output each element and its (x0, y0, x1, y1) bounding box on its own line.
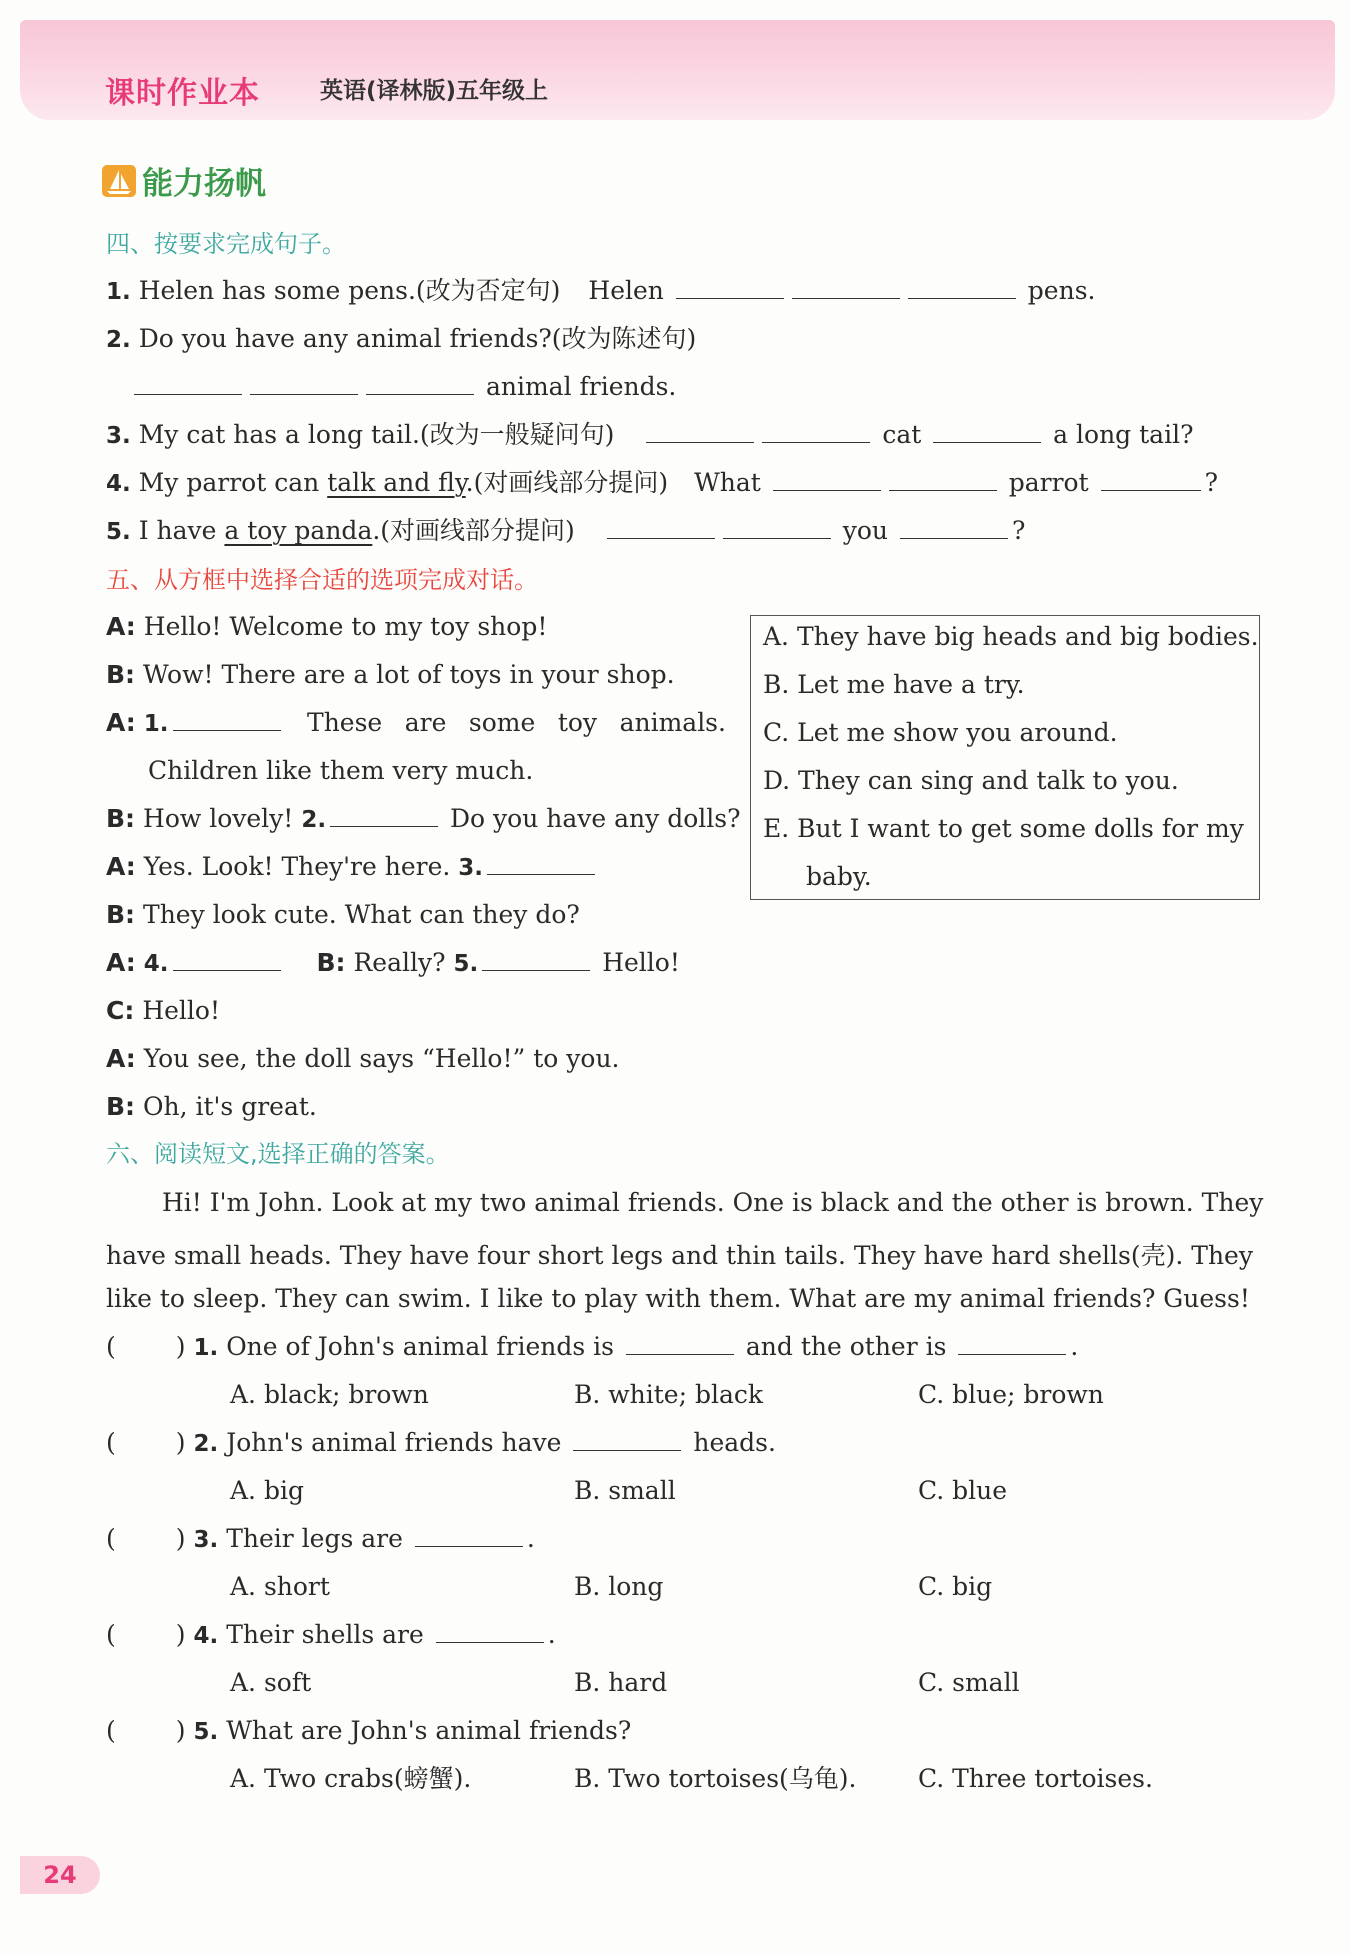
q-number: 1. (106, 279, 131, 305)
mc-option[interactable]: A. soft (230, 1668, 312, 1697)
answer-blank[interactable] (792, 276, 900, 299)
option-item: E. But I want to get some dolls for my (763, 814, 1244, 843)
mc-question (106, 1428, 776, 1459)
answer-blank[interactable] (482, 948, 590, 971)
part4-heading: 四、按要求完成句子。 (106, 230, 346, 258)
q-number: 2. (301, 807, 327, 833)
answer-blank[interactable] (889, 468, 997, 491)
underlined-phrase: a toy panda (224, 516, 373, 545)
dialogue-line (106, 804, 741, 835)
q-number: 4. (193, 1623, 219, 1649)
answer-blank[interactable] (908, 276, 1016, 299)
mc-option[interactable]: B. small (574, 1476, 676, 1505)
mc-option[interactable]: A. big (230, 1476, 304, 1505)
answer-paren: ) (175, 1716, 186, 1745)
word: are (404, 708, 447, 737)
q-instruction: .(对画线部分提问) (465, 468, 669, 497)
mc-question (106, 1620, 556, 1651)
line-text: You see, the doll says “Hello!” to you. (143, 1044, 620, 1073)
line-text: Hello! (142, 996, 220, 1025)
q-number: 5. (106, 519, 131, 545)
line-text: Yes. Look! They're here. (143, 852, 451, 881)
underlined-phrase: talk and fly (327, 468, 466, 497)
answer-paren[interactable]: ( (106, 1428, 116, 1457)
passage-line: like to sleep. They can swim. I like to play with them. What are my animal friends? Guess! (106, 1284, 1250, 1313)
answer-blank[interactable] (762, 420, 870, 443)
q-text: Helen has some pens.(改为否定句) (138, 276, 561, 305)
mc-option[interactable]: B. Two tortoises(乌龟). (574, 1764, 857, 1793)
word: toy (557, 708, 598, 737)
word: These (307, 708, 383, 737)
q-number: 3. (193, 1527, 219, 1553)
word: animals. (619, 708, 726, 737)
option-item: C. Let me show you around. (763, 718, 1118, 747)
book-subtitle: 英语(译林版)五年级上 (320, 78, 549, 104)
mc-option[interactable]: C. small (918, 1668, 1020, 1697)
answer-paren[interactable]: ( (106, 1332, 116, 1361)
q-end: heads. (693, 1428, 776, 1457)
q-number: 1. (193, 1335, 219, 1361)
q-end: pens. (1027, 276, 1096, 305)
answer-blank[interactable] (900, 516, 1008, 539)
q-text: Do you have any animal friends?(改为陈述句) (138, 324, 697, 353)
q-end: . (526, 1524, 535, 1553)
q-text: John's animal friends have (226, 1428, 562, 1457)
answer-blank[interactable] (723, 516, 831, 539)
answer-blank[interactable] (173, 708, 281, 731)
brand-title: 课时作业本 (105, 76, 260, 111)
speaker: B: (106, 804, 136, 833)
mc-option[interactable]: B. long (574, 1572, 664, 1601)
answer-blank[interactable] (573, 1428, 681, 1451)
answer-blank[interactable] (933, 420, 1041, 443)
dialogue-line (106, 708, 726, 737)
speaker: B: (106, 1092, 136, 1121)
speaker: B: (106, 660, 136, 689)
speaker: A: (106, 612, 136, 641)
mc-option[interactable]: C. blue (918, 1476, 1008, 1505)
option-item-continued: baby. (806, 862, 872, 891)
q-number: 4. (106, 471, 131, 497)
option-item: B. Let me have a try. (763, 670, 1025, 699)
q-number: 2. (106, 327, 131, 353)
p4-q1 (106, 276, 1095, 307)
dialogue-line (106, 1092, 317, 1122)
answer-blank[interactable] (366, 372, 474, 395)
section-title-text: 能力扬帆 (142, 166, 266, 202)
p4-q2 (106, 324, 696, 355)
line-text: They look cute. What can they do? (143, 900, 580, 929)
dialogue-line (106, 612, 547, 642)
section-title (102, 158, 266, 203)
q-end: . (547, 1620, 556, 1649)
q-mid: cat (882, 420, 922, 449)
option-item: A. They have big heads and big bodies. (763, 622, 1259, 651)
q-start: What (694, 468, 761, 497)
q-text: What are John's animal friends? (226, 1716, 632, 1745)
answer-paren[interactable]: ( (106, 1524, 116, 1553)
answer-blank[interactable] (607, 516, 715, 539)
mc-option[interactable]: A. short (230, 1572, 330, 1601)
dialogue-line (106, 900, 580, 930)
answer-blank[interactable] (646, 420, 754, 443)
dialogue-line (106, 1044, 620, 1074)
speaker: A: (106, 1044, 136, 1073)
mc-question (106, 1524, 535, 1555)
p4-q5 (106, 516, 1025, 547)
answer-blank[interactable] (436, 1620, 544, 1643)
p4-q2-answer (134, 372, 676, 402)
mc-option[interactable]: C. Three tortoises. (918, 1764, 1153, 1793)
answer-blank[interactable] (173, 948, 281, 971)
page-header (20, 20, 1335, 120)
p4-q3 (106, 420, 1193, 451)
answer-blank[interactable] (626, 1332, 734, 1355)
q-subject: Helen (588, 276, 664, 305)
dialogue-line (106, 852, 599, 883)
line-text: Hello! Welcome to my toy shop! (143, 612, 548, 641)
answer-blank[interactable] (330, 804, 438, 827)
speaker: A: (106, 948, 136, 977)
sail-icon (102, 165, 136, 197)
mc-option[interactable]: B. white; black (574, 1380, 764, 1409)
mc-option[interactable]: B. hard (574, 1668, 668, 1697)
page-number: 24 (20, 1856, 100, 1894)
speaker: A: (106, 708, 136, 737)
answer-blank[interactable] (487, 852, 595, 875)
q-text: My parrot can (138, 468, 328, 497)
answer-paren[interactable]: ( (106, 1620, 116, 1649)
line-text: Do you have any dolls? (450, 804, 741, 833)
mc-option[interactable]: C. big (918, 1572, 993, 1601)
q-instruction: .(对画线部分提问) (372, 516, 575, 545)
answer-blank[interactable] (250, 372, 358, 395)
line-text: Hello! (602, 948, 680, 977)
part6-heading: 六、阅读短文,选择正确的答案。 (106, 1140, 450, 1168)
line-text: Oh, it's great. (143, 1092, 317, 1121)
passage-line: Hi! I'm John. Look at my two animal friends. One is black and the other is brown. They (162, 1188, 1264, 1217)
dialogue-line (106, 996, 220, 1026)
q-number: 4. (143, 951, 169, 977)
answer-blank[interactable] (958, 1332, 1066, 1355)
mc-question (106, 1716, 631, 1747)
speaker: A: (106, 852, 136, 881)
q-text: and the other is (745, 1332, 947, 1361)
mc-option[interactable]: A. black; brown (230, 1380, 429, 1409)
answer-blank[interactable] (134, 372, 242, 395)
option-item: D. They can sing and talk to you. (763, 766, 1179, 795)
q-text: I have (138, 516, 225, 545)
q-mid: parrot (1008, 468, 1089, 497)
answer-paren: ) (175, 1332, 186, 1361)
answer-paren: ) (175, 1620, 186, 1649)
mc-option[interactable]: A. Two crabs(螃蟹). (230, 1764, 472, 1793)
options-box (750, 615, 1260, 900)
answer-paren[interactable]: ( (106, 1716, 116, 1745)
p4-q4 (106, 468, 1218, 499)
speaker: C: (106, 996, 135, 1025)
q-number: 3. (106, 423, 131, 449)
q-number: 2. (193, 1431, 219, 1457)
q-end: ? (1011, 516, 1026, 545)
q-end: animal friends. (485, 372, 677, 401)
q-mid: you (842, 516, 888, 545)
q-number: 3. (458, 855, 484, 881)
answer-blank[interactable] (415, 1524, 523, 1547)
q-number: 5. (193, 1719, 219, 1745)
line-text: How lovely! (143, 804, 294, 833)
q-number: 1. (143, 711, 169, 737)
dialogue-line (106, 948, 680, 979)
q-end: a long tail? (1053, 420, 1194, 449)
q-end: ? (1204, 468, 1219, 497)
word: some (468, 708, 536, 737)
answer-paren: ) (175, 1524, 186, 1553)
q-text: Their shells are (226, 1620, 424, 1649)
dialogue-line: Children like them very much. (148, 756, 534, 785)
mc-question (106, 1332, 1078, 1363)
q-text: My cat has a long tail.(改为一般疑问句) (138, 420, 615, 449)
answer-blank[interactable] (773, 468, 881, 491)
q-number: 5. (453, 951, 479, 977)
part5-heading: 五、从方框中选择合适的选项完成对话。 (106, 566, 538, 594)
answer-blank[interactable] (1101, 468, 1201, 491)
speaker: B: (106, 900, 136, 929)
passage-line: have small heads. They have four short legs and thin tails. They have hard shells(壳). They (106, 1241, 1253, 1270)
line-text: Really? (353, 948, 446, 977)
dialogue-line (106, 660, 675, 690)
q-text: One of John's animal friends is (226, 1332, 614, 1361)
mc-option[interactable]: C. blue; brown (918, 1380, 1104, 1409)
speaker: B: (316, 948, 346, 977)
answer-blank[interactable] (676, 276, 784, 299)
answer-paren: ) (175, 1428, 186, 1457)
q-text: Their legs are (226, 1524, 403, 1553)
q-end: . (1070, 1332, 1079, 1361)
line-text: Wow! There are a lot of toys in your shop. (143, 660, 675, 689)
